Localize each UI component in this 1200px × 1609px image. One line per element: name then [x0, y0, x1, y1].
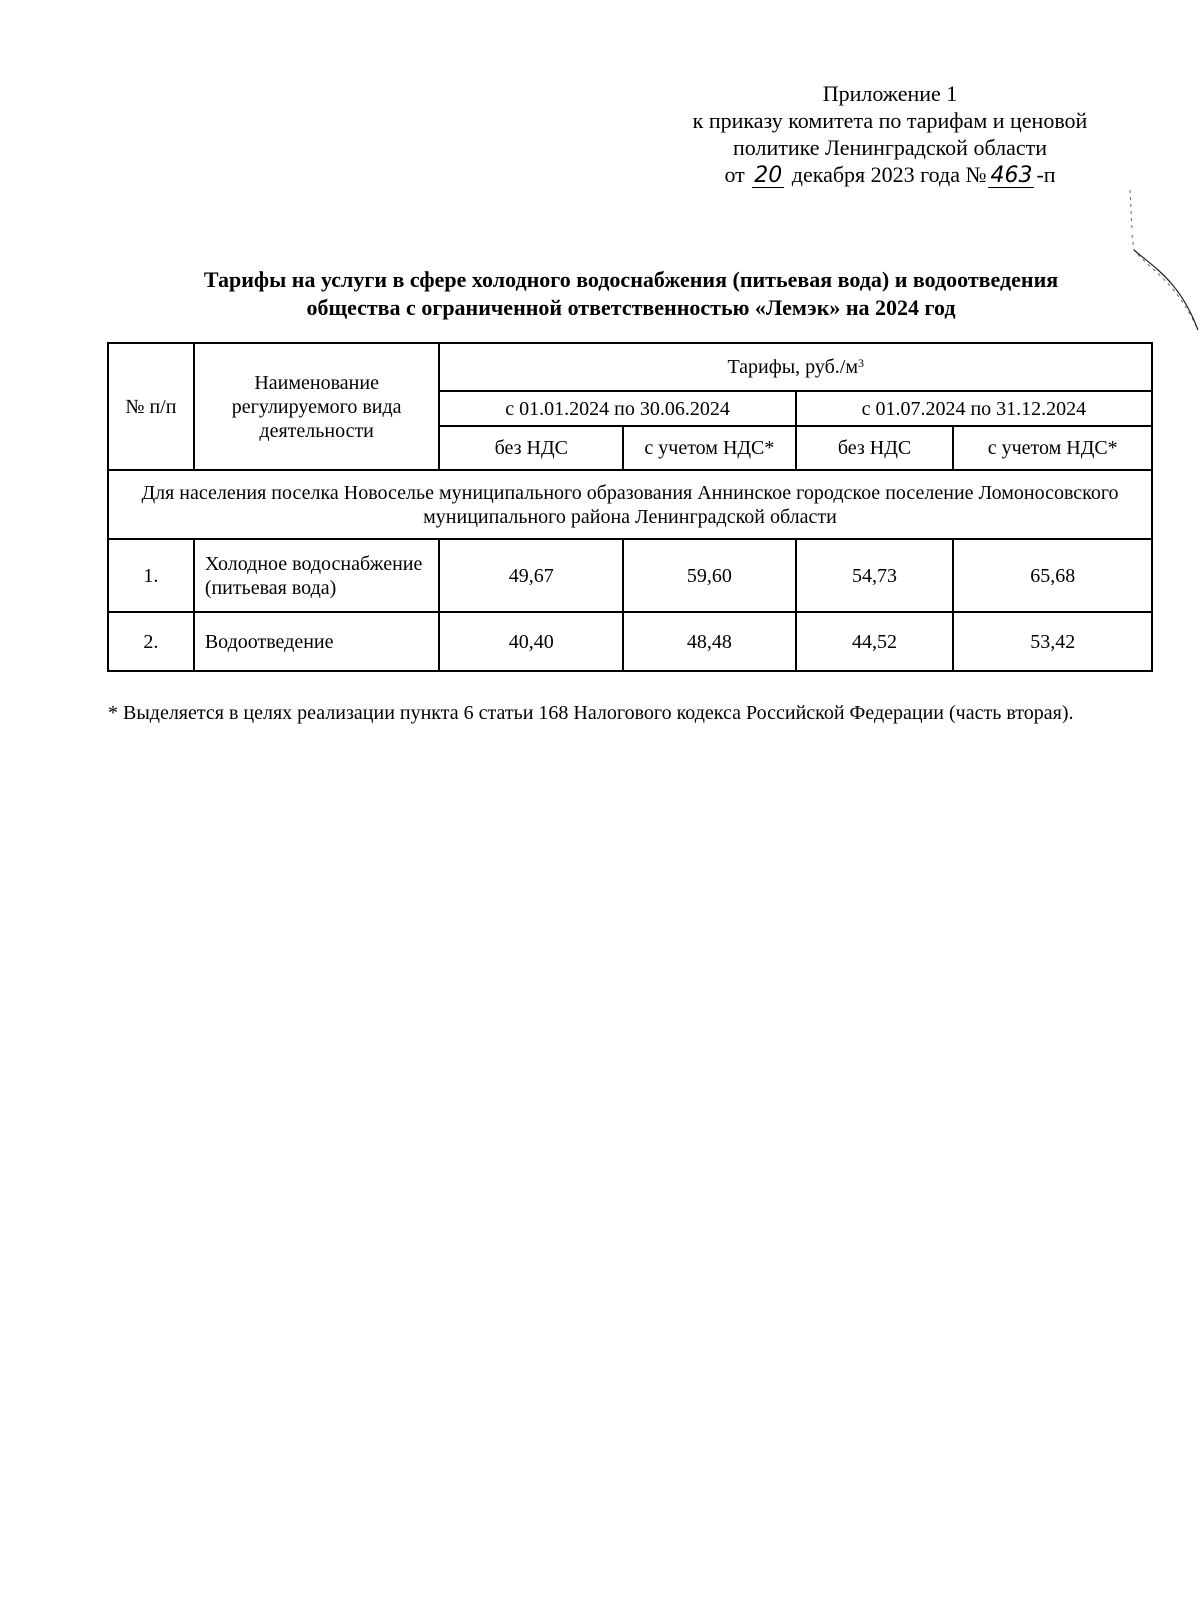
tariffs-unit-superscript: 3	[858, 356, 865, 370]
header-p2-no-vat: без НДС	[796, 426, 954, 470]
row-p1-with-vat: 48,48	[623, 612, 796, 671]
table-row	[108, 612, 1152, 671]
header-p1-no-vat: без НДС	[439, 426, 623, 470]
appendix-label: Приложение 1	[822, 81, 958, 106]
appendix-header	[640, 80, 1140, 188]
handwritten-day: 20	[754, 163, 783, 188]
header-period-2: с 01.07.2024 по 31.12.2024	[796, 391, 1152, 426]
order-suffix: -п	[1036, 162, 1056, 187]
header-number: № п/п	[108, 343, 194, 470]
committee-line: политике Ленинградской области	[732, 135, 1047, 160]
title-line-2: общества с ограниченной ответственностью «Лемэк» на 2024 год	[306, 295, 956, 320]
date-middle: декабря 2023 года №	[791, 162, 987, 187]
header-p2-with-vat: с учетом НДС*	[953, 426, 1152, 470]
row-p2-with-vat: 53,42	[953, 612, 1152, 671]
title-line-1: Тарифы на услуги в сфере холодного водоснабжения (питьевая вода) и водоотведения	[203, 267, 1059, 292]
row-p1-no-vat: 49,67	[439, 539, 623, 612]
tariffs-label: Тарифы, руб./м	[727, 356, 859, 378]
header-activity-name: Наименование регулируемого вида деятельности	[194, 343, 440, 470]
row-p1-no-vat: 40,40	[439, 612, 623, 671]
row-p2-no-vat: 44,52	[796, 612, 954, 671]
order-reference-line: к приказу комитета по тарифам и ценовой	[692, 108, 1088, 133]
vat-footnote: * Выделяется в целях реализации пункта 6 статьи 168 Налогового кодекса Российской Федерации (часть вторая).	[108, 702, 1074, 724]
header-tariffs	[439, 343, 1152, 391]
handwritten-order-number: 463	[990, 163, 1033, 188]
row-activity-name: Холодное водоснабжение (питьевая вода)	[194, 539, 440, 612]
header-period-1: с 01.01.2024 по 30.06.2024	[439, 391, 795, 426]
table-row	[108, 539, 1152, 612]
order-date-line	[640, 161, 1140, 188]
section-population-row: Для населения поселка Новоселье муниципального образования Аннинское городское поселение Ломоносовского муниципального района Ленинградской области	[108, 470, 1152, 539]
row-p1-with-vat: 59,60	[623, 539, 796, 612]
header-p1-with-vat: с учетом НДС*	[623, 426, 796, 470]
row-p2-with-vat: 65,68	[953, 539, 1152, 612]
tariffs-table	[107, 342, 1153, 672]
row-activity-name: Водоотведение	[194, 612, 440, 671]
date-prefix: от	[724, 162, 745, 187]
row-p2-no-vat: 54,73	[796, 539, 954, 612]
row-number: 2.	[108, 612, 194, 671]
document-title	[108, 266, 1154, 322]
row-number: 1.	[108, 539, 194, 612]
